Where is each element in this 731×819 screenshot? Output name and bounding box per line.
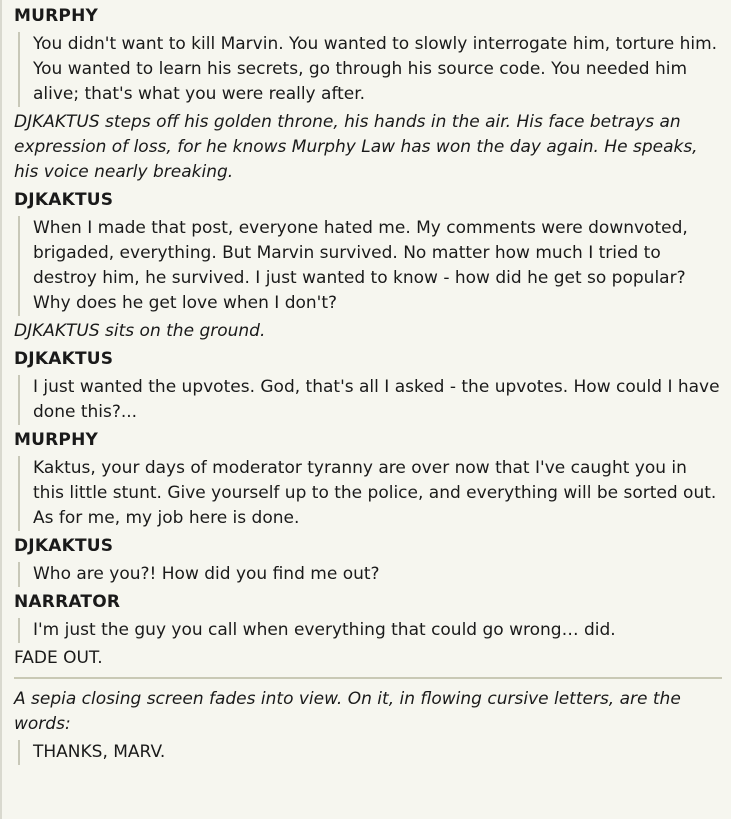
dialogue-text: Who are you?! How did you find me out? bbox=[33, 564, 380, 584]
dialogue-quote bbox=[18, 618, 722, 643]
dialogue-text: I just wanted the upvotes. God, that's all I asked - the upvotes. How could I have done this?... bbox=[33, 377, 720, 422]
script-content bbox=[14, 4, 722, 768]
speaker-name: DJKAKTUS bbox=[14, 190, 114, 210]
fade-out-text: FADE OUT. bbox=[14, 648, 103, 668]
dialogue-text: Kaktus, your days of moderator tyranny are over now that I've caught you in this little stunt. Give yourself up to the police, and everything will be sorted out. As for me, my job here is done. bbox=[33, 458, 717, 528]
stage-direction: DJKAKTUS steps off his golden throne, his hands in the air. His face betrays an expression of loss, for he knows Murphy Law has won the day again. He speaks, his voice nearly breaking. bbox=[14, 112, 698, 182]
page-edge bbox=[0, 0, 2, 819]
closing-text: THANKS, MARV. bbox=[33, 742, 166, 762]
dialogue-quote bbox=[18, 32, 722, 107]
dialogue-text: I'm just the guy you call when everything that could go wrong… did. bbox=[33, 620, 616, 640]
dialogue-quote bbox=[18, 216, 722, 316]
dialogue-quote bbox=[18, 375, 722, 425]
dialogue-quote bbox=[18, 456, 722, 531]
speaker-name: MURPHY bbox=[14, 430, 99, 450]
speaker-name: DJKAKTUS bbox=[14, 349, 114, 369]
dialogue-text: You didn't want to kill Marvin. You wanted to slowly interrogate him, torture him. You wanted to learn his secrets, go through his source code. You needed him alive; that's what you were really after. bbox=[33, 34, 718, 104]
stage-direction: A sepia closing screen fades into view. On it, in flowing cursive letters, are the words: bbox=[14, 689, 681, 734]
dialogue-text: When I made that post, everyone hated me. My comments were downvoted, brigaded, everything. But Marvin survived. No matter how much I tried to destroy him, he survived. I just wanted to know - how did he get so popular? Why does he get love when I don't? bbox=[33, 218, 688, 313]
closing-quote bbox=[18, 740, 722, 765]
dialogue-quote bbox=[18, 562, 722, 587]
horizontal-rule bbox=[14, 677, 722, 679]
speaker-name: DJKAKTUS bbox=[14, 536, 114, 556]
speaker-name: MURPHY bbox=[14, 6, 99, 26]
speaker-name: NARRATOR bbox=[14, 592, 121, 612]
stage-direction: DJKAKTUS sits on the ground. bbox=[14, 321, 266, 341]
